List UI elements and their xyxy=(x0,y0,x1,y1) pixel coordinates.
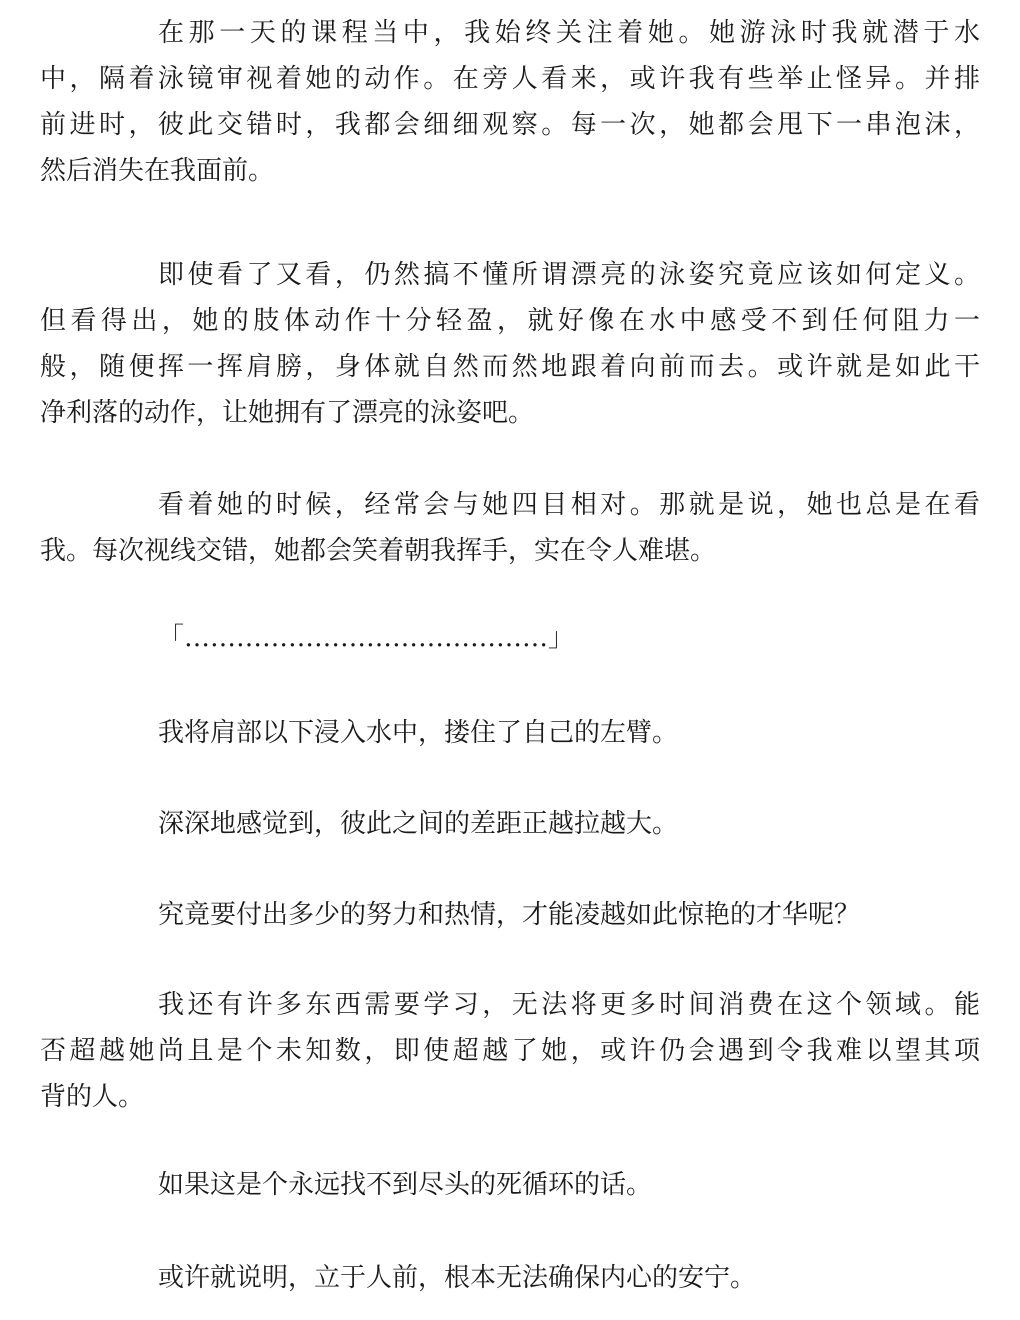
text-line: 般，随便挥一挥肩膀，身体就自然而然地跟着向前而去。或许就是如此干 xyxy=(40,352,980,382)
paragraph-ellipsis-quote xyxy=(40,615,980,661)
text-line: 究竟要付出多少的努力和热情，才能凌越如此惊艳的才华呢？ xyxy=(158,900,861,930)
text-line: 我。每次视线交错，她都会笑着朝我挥手，实在令人难堪。 xyxy=(40,536,717,566)
text-line: 否超越她尚且是个未知数，即使超越了她，或许仍会遇到令我难以望其项 xyxy=(40,1036,980,1066)
text-line: 我将肩部以下浸入水中，搂住了自己的左臂。 xyxy=(158,718,679,748)
paragraph-3 xyxy=(40,482,980,574)
text-line: 我还有许多东西需要学习，无法将更多时间消费在这个领域。能 xyxy=(158,990,980,1020)
paragraph-2 xyxy=(40,252,980,436)
text-line: 或许就说明，立于人前，根本无法确保内心的安宁。 xyxy=(158,1263,757,1293)
text-line: 但看得出，她的肢体动作十分轻盈，就好像在水中感受不到任何阻力一 xyxy=(40,306,980,336)
paragraph-6 xyxy=(40,801,980,847)
text-line: 然后消失在我面前。 xyxy=(40,156,275,186)
text-line: 背的人。 xyxy=(40,1082,145,1112)
text-line: 看着她的时候，经常会与她四目相对。那就是说，她也总是在看 xyxy=(158,490,980,520)
paragraph-7 xyxy=(40,892,980,938)
paragraph-1 xyxy=(40,10,980,194)
text-line: 中，隔着泳镜审视着她的动作。在旁人看来，或许我有些举止怪异。并排 xyxy=(40,64,980,94)
text-line: 前进时，彼此交错时，我都会细细观察。每一次，她都会甩下一串泡沫， xyxy=(40,110,980,140)
text-line: 如果这是个永远找不到尽头的死循环的话。 xyxy=(158,1170,653,1200)
text-line: 在那一天的课程当中，我始终关注着她。她游泳时我就潜于水 xyxy=(158,18,980,48)
text-line: 深深地感觉到，彼此之间的差距正越拉越大。 xyxy=(158,809,679,839)
text-line: 「……………………………………」 xyxy=(158,623,575,653)
paragraph-8 xyxy=(40,982,980,1120)
text-line: 即使看了又看，仍然搞不懂所谓漂亮的泳姿究竟应该如何定义。 xyxy=(158,260,980,290)
paragraph-9 xyxy=(40,1162,980,1208)
paragraph-10 xyxy=(40,1255,980,1301)
text-line: 净利落的动作，让她拥有了漂亮的泳姿吧。 xyxy=(40,398,535,428)
paragraph-5 xyxy=(40,710,980,756)
